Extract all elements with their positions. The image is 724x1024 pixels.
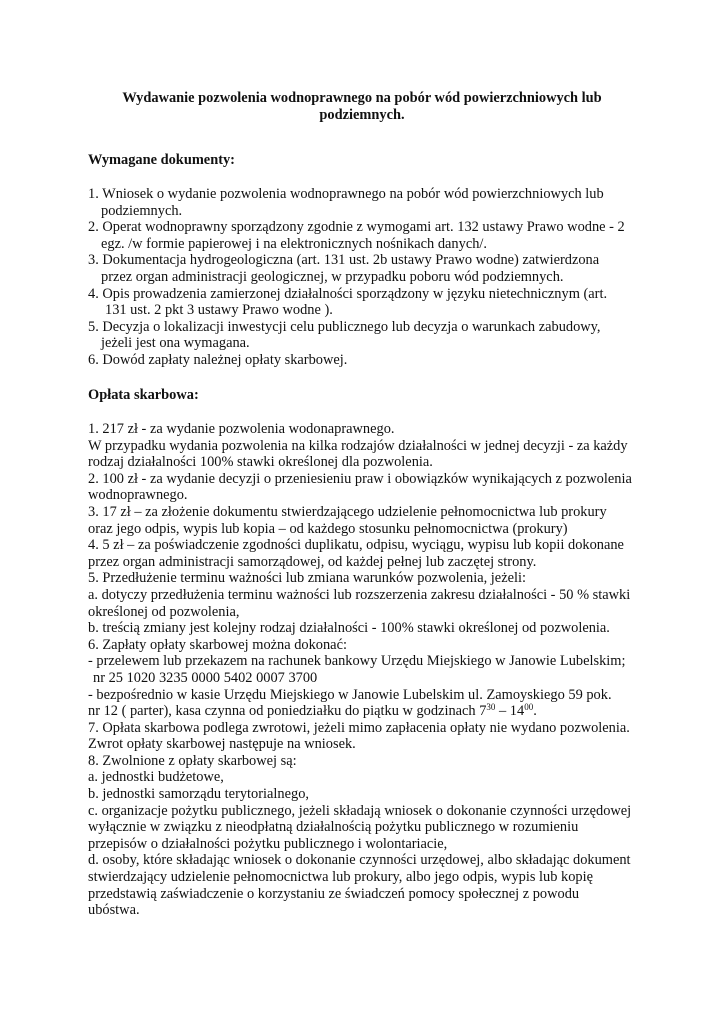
fee-line: 5. Przedłużenie terminu ważności lub zmiana warunków pozwolenia, jeżeli: — [88, 570, 526, 587]
required-line: 4. Opis prowadzenia zamierzonej działalności sporządzony w języku nietechnicznym (art. — [88, 285, 608, 302]
fee-line: rodzaj działalności 100% stawki określonej dla pozwolenia. — [88, 454, 433, 471]
required-line: 131 ust. 2 pkt 3 ustawy Prawo wodne ). — [105, 302, 333, 319]
fee-line: 3. 17 zł – za złożenie dokumentu stwierdzającego udzielenie pełnomocnictwa lub prokury — [88, 503, 607, 520]
fee-line: Zwrot opłaty skarbowej następuje na wniosek. — [88, 736, 356, 753]
fee-line: a. dotyczy przedłużenia terminu ważności lub rozszerzenia zakresu działalności - 50 % stawki — [88, 586, 631, 603]
required-line: 2. Operat wodnoprawny sporządzony zgodnie z wymogami art. 132 ustawy Prawo wodne - 2 — [88, 219, 625, 236]
fee-line: przez organ administracji samorządowej, od każdej pełnej lub zaczętej strony. — [88, 553, 537, 570]
fee-line: ubóstwa. — [88, 902, 140, 919]
hours-start-minutes: 30 — [486, 702, 496, 713]
required-documents-list — [88, 186, 648, 369]
title-line-2: podziemnych. — [319, 107, 405, 123]
fee-list — [88, 421, 648, 919]
required-line: 6. Dowód zapłaty należnej opłaty skarbowej. — [88, 351, 348, 368]
hours-suffix: . — [533, 703, 537, 720]
fee-line: - przelewem lub przekazem na rachunek bankowy Urzędu Miejskiego w Janowie Lubelskim; — [88, 653, 626, 670]
fee-line: 8. Zwolnione z opłaty skarbowej są: — [88, 752, 297, 769]
fee-line: określonej od pozwolenia, — [88, 603, 240, 620]
required-line: 5. Decyzja o lokalizacji inwestycji celu publicznego lub decyzja o warunkach zabudowy, — [88, 318, 601, 335]
fee-line: 7. Opłata skarbowa podlega zwrotowi, jeżeli mimo zapłacenia opłaty nie wydano pozwolenia. — [88, 719, 630, 736]
required-line: 3. Dokumentacja hydrogeologiczna (art. 131 ust. 2b ustawy Prawo wodne) zatwierdzona — [88, 252, 600, 269]
fee-line: - bezpośrednio w kasie Urzędu Miejskiego w Janowie Lubelskim ul. Zamoyskiego 59 pok. — [88, 686, 612, 703]
fee-line: 2. 100 zł - za wydanie decyzji o przeniesieniu praw i obowiązków wynikających z pozwolenia — [88, 470, 632, 487]
fee-line: wodnoprawnego. — [88, 487, 188, 504]
required-documents-heading: Wymagane dokumenty: — [88, 152, 235, 168]
fee-line: b. jednostki samorządu terytorialnego, — [88, 786, 309, 803]
required-line: jeżeli jest ona wymagana. — [101, 335, 250, 352]
fee-line: przepisów o działalności pożytku publicznego i wolontariacie, — [88, 835, 448, 852]
fee-line: W przypadku wydania pozwolenia na kilka rodzajów działalności w jednej decyzji - za każdy — [88, 437, 628, 454]
fee-line: a. jednostki budżetowe, — [88, 769, 224, 786]
title-line-1: Wydawanie pozwolenia wodnoprawnego na pobór wód powierzchniowych lub — [122, 90, 602, 106]
fee-line: 1. 217 zł - za wydanie pozwolenia wodonaprawnego. — [88, 421, 395, 437]
fee-line: b. treścią zmiany jest kolejny rodzaj działalności - 100% stawki określonej od pozwolenia. — [88, 620, 610, 637]
fee-line: 4. 5 zł – za poświadczenie zgodności duplikatu, odpisu, wyciągu, wypisu lub kopii dokonane — [88, 537, 624, 554]
fee-heading: Opłata skarbowa: — [88, 387, 199, 403]
required-line: przez organ administracji geologicznej, w przypadku poboru wód podziemnych. — [101, 268, 564, 285]
hours-dash: – 14 — [495, 703, 525, 720]
fee-line: c. organizacje pożytku publicznego, jeżeli składają wniosek o dokonanie czynności urzędowej — [88, 802, 632, 819]
hours-end-minutes: 00 — [524, 702, 534, 713]
document-title — [88, 90, 636, 124]
office-hours-line — [88, 703, 648, 720]
fee-line: stwierdzający udzielenie pełnomocnictwa lub prokury, albo jego odpis, wypis lub kopię — [88, 869, 594, 886]
fee-line: 6. Zapłaty opłaty skarbowej można dokonać: — [88, 636, 347, 653]
fee-line: przedstawią zaświadczenie o korzystaniu ze świadczeń pomocy społecznej z powodu — [88, 885, 580, 902]
fee-line: wyłącznie w związku z nieodpłatną działalnością pożytku publicznego w rozumieniu — [88, 819, 579, 836]
fee-line: d. osoby, które składając wniosek o dokonanie czynności urzędowej, albo składając dokument — [88, 852, 631, 869]
required-line: podziemnych. — [101, 202, 183, 219]
bank-account-number: nr 25 1020 3235 0000 5402 0007 3700 — [93, 669, 318, 686]
fee-line: oraz jego odpis, wypis lub kopia – od każdego stosunku pełnomocnictwa (prokury) — [88, 520, 568, 537]
hours-prefix: nr 12 ( parter), kasa czynna od poniedziałku do piątku w godzinach 7 — [88, 703, 487, 720]
required-line: 1. Wniosek o wydanie pozwolenia wodnoprawnego na pobór wód powierzchniowych lub — [88, 186, 604, 202]
required-line: egz. /w formie papierowej i na elektronicznych nośnikach danych/. — [101, 235, 488, 252]
